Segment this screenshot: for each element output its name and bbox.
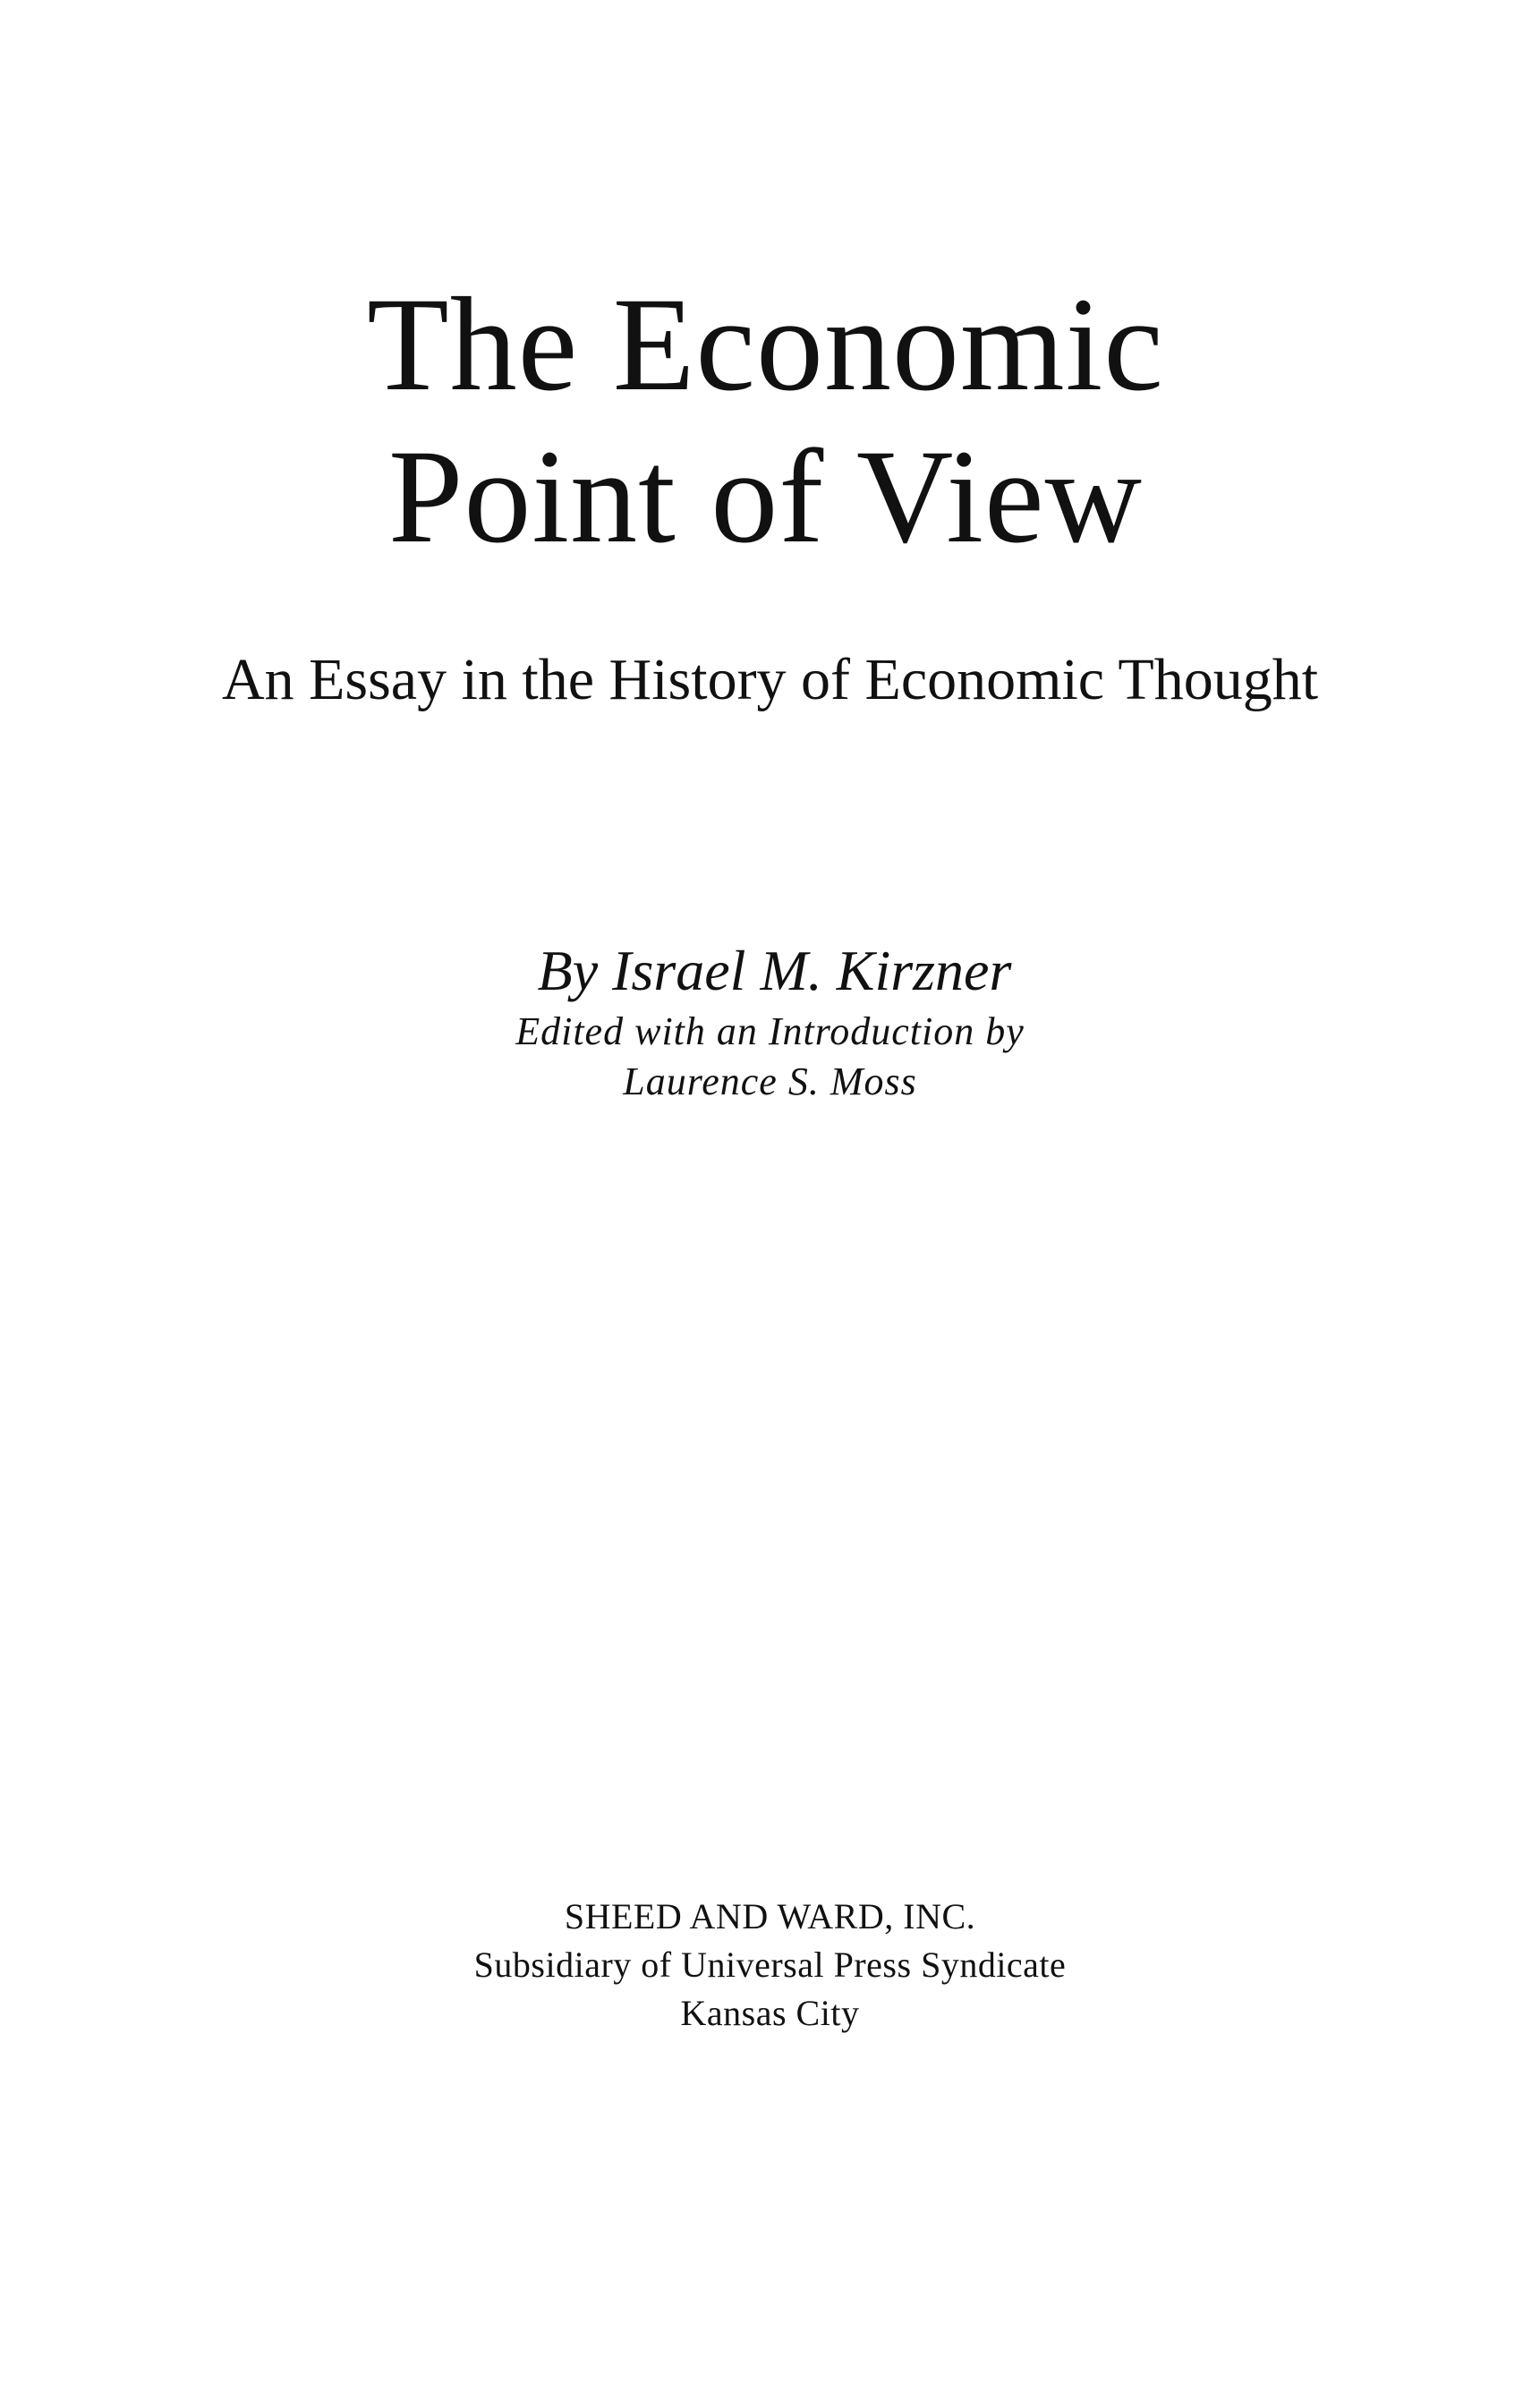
editor-line-1: Edited with an Introduction by (515, 1009, 1025, 1053)
book-title (0, 268, 1540, 573)
author-block (0, 935, 1540, 1107)
publisher-block (0, 1893, 1540, 2038)
publisher-city: Kansas City (680, 1993, 860, 2033)
title-line-2: Point of View (388, 422, 1143, 571)
publisher-name: SHEED AND WARD, INC. (564, 1896, 976, 1936)
editor-line-2: Laurence S. Moss (623, 1060, 917, 1103)
title-line-1: The Economic (367, 270, 1164, 419)
book-subtitle: An Essay in the History of Economic Thought (221, 647, 1319, 712)
author-byline: By Israel M. Kirzner (537, 939, 1012, 1002)
publisher-parent: Subsidiary of Universal Press Syndicate (473, 1945, 1067, 1985)
